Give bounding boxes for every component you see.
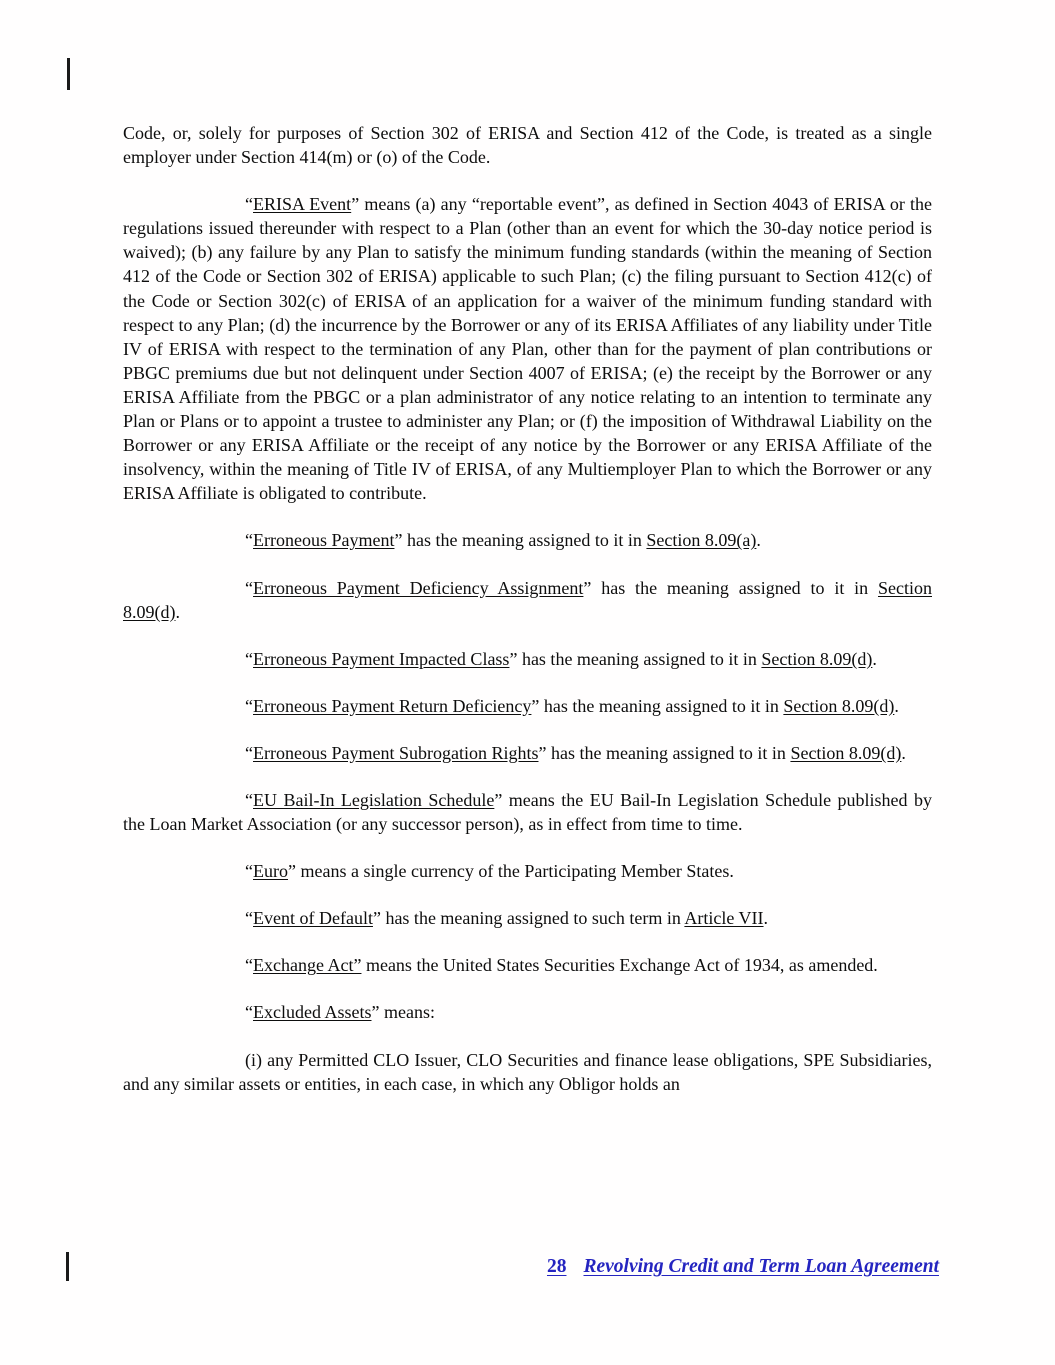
defined-term: Excluded Assets xyxy=(253,1002,372,1023)
defined-term: Section 8.09(a) xyxy=(646,530,757,551)
text-run: ” has the meaning assigned to it in xyxy=(394,530,647,551)
footer-document-title: Revolving Credit and Term Loan Agreement xyxy=(583,1256,939,1277)
text-run: ” has the meaning assigned to such term in xyxy=(372,908,685,929)
paragraph-erroneous-payment-subrogation-rights xyxy=(123,741,932,765)
text-run: ” means a single currency of the Participating Member States. xyxy=(288,861,734,882)
text-run: “ xyxy=(245,861,253,882)
text-run: “ xyxy=(245,194,253,215)
paragraph-erroneous-payment-deficiency-assignment xyxy=(123,576,932,624)
text-run: . xyxy=(175,601,180,622)
text-run: ” means: xyxy=(371,1002,435,1023)
paragraph-code-continuation xyxy=(123,121,932,169)
paragraph-erisa-event xyxy=(123,192,932,505)
text-run: ” has the meaning assigned to it in xyxy=(538,742,791,763)
text-run: (i) any Permitted CLO Issuer, CLO Securities and finance lease obligations, SPE Subsidiaries, and any similar assets or entities, in each case, in which any Obligor holds an xyxy=(123,1049,932,1094)
defined-term: Erroneous Payment xyxy=(253,530,395,551)
revision-change-bar-bottom xyxy=(66,1252,69,1281)
text-run: “ xyxy=(245,695,253,716)
text-run: . xyxy=(756,530,761,551)
paragraph-exchange-act xyxy=(123,953,932,977)
page-number: 28 xyxy=(546,1256,567,1277)
text-run: . xyxy=(763,908,769,929)
page-footer xyxy=(547,1254,939,1280)
text-run: . xyxy=(901,742,906,763)
text-run: ” has the meaning assigned to it in xyxy=(531,695,784,716)
text-run: “ xyxy=(245,789,253,810)
text-run: ” means the EU Bail-In Legislation Schedule published by the Loan Market Association (or any successor person), as in effect from time to time. xyxy=(123,789,932,835)
paragraph-excluded-assets xyxy=(123,1000,932,1024)
paragraph-event-of-default xyxy=(123,906,932,930)
paragraph-excluded-assets-clause-i xyxy=(123,1048,932,1096)
defined-term: Section 8.09(d) xyxy=(783,695,895,716)
text-run: “ xyxy=(245,1002,253,1023)
text-run: “ xyxy=(245,955,253,976)
revision-change-bar-top xyxy=(67,58,70,90)
text-run: “ xyxy=(245,908,253,929)
text-run: Code, or, solely for purposes of Section 302 of ERISA and Section 412 of the Code, is treated as a single employer under Section 414(m) or (o) of the Code. xyxy=(123,123,932,168)
defined-term: Exchange Act” xyxy=(253,955,362,976)
text-run: ” means (a) any “reportable event”, as defined in Section 4043 of ERISA or the regulations issued thereunder with respect to a Plan (other than an event for which the 30-day notice period is waived); (b) any failure by any Plan to satisfy the minimum funding standards (within the meaning of Section 412 of the Code or Section 302 of ERISA) applicable to such Plan; (c) the filing pursuant to Section 412(c) of the Code or Section 302(c) of ERISA of an application for a waiver of the minimum funding standard with respect to any Plan; (d) the incurrence by the Borrower or any of its ERISA Affiliates of any liability under Title IV of ERISA with respect to the termination of any Plan, other than for the payment of plan contributions or PBGC premiums due but not delinquent under Section 4007 of ERISA; (e) the receipt by the Borrower or any ERISA Affiliate from the PBGC or a plan administrator of any notice relating to an intention to terminate any Plan or Plans or to appoint a trustee to administer any Plan; or (f) the imposition of Withdrawal Liability on the Borrower or any ERISA Affiliate or the receipt of any notice by the Borrower or any ERISA Affiliate of the insolvency, within the meaning of Title IV of ERISA, of any Multiemployer Plan to which the Borrower or any ERISA Affiliate is obligated to contribute. xyxy=(123,194,933,504)
defined-term: Erroneous Payment Return Deficiency xyxy=(253,695,532,716)
text-run: “ xyxy=(245,577,253,598)
document-body xyxy=(123,121,932,1096)
defined-term: Article VII xyxy=(684,908,764,929)
paragraph-eu-bail-in-legislation-schedule xyxy=(123,788,932,836)
paragraph-erroneous-payment-return-deficiency xyxy=(123,694,932,718)
text-run: means the United States Securities Exchange Act of 1934, as amended. xyxy=(361,955,878,976)
text-run: “ xyxy=(245,648,253,669)
text-run: “ xyxy=(245,530,253,551)
text-run: “ xyxy=(245,742,253,763)
text-run: . xyxy=(894,695,899,716)
text-run: ” has the meaning assigned to it in xyxy=(509,648,762,669)
defined-term: Event of Default xyxy=(253,908,373,929)
defined-term: Section 8.09(d) xyxy=(761,648,873,669)
defined-term: Section 8.09(d) xyxy=(123,577,932,622)
paragraph-erroneous-payment xyxy=(123,528,932,552)
defined-term: Erroneous Payment Subrogation Rights xyxy=(253,742,539,763)
defined-term: Erroneous Payment Impacted Class xyxy=(253,648,510,669)
paragraph-euro xyxy=(123,859,932,883)
paragraph-erroneous-payment-impacted-class xyxy=(123,647,932,671)
defined-term: EU Bail-In Legislation Schedule xyxy=(253,789,495,810)
defined-term: Euro xyxy=(253,861,288,882)
defined-term: ERISA Event xyxy=(253,194,352,215)
text-run: . xyxy=(872,648,877,669)
text-run: ” has the meaning assigned to it in xyxy=(583,577,878,598)
defined-term: Erroneous Payment Deficiency Assignment xyxy=(253,577,584,598)
defined-term: Section 8.09(d) xyxy=(790,742,902,763)
